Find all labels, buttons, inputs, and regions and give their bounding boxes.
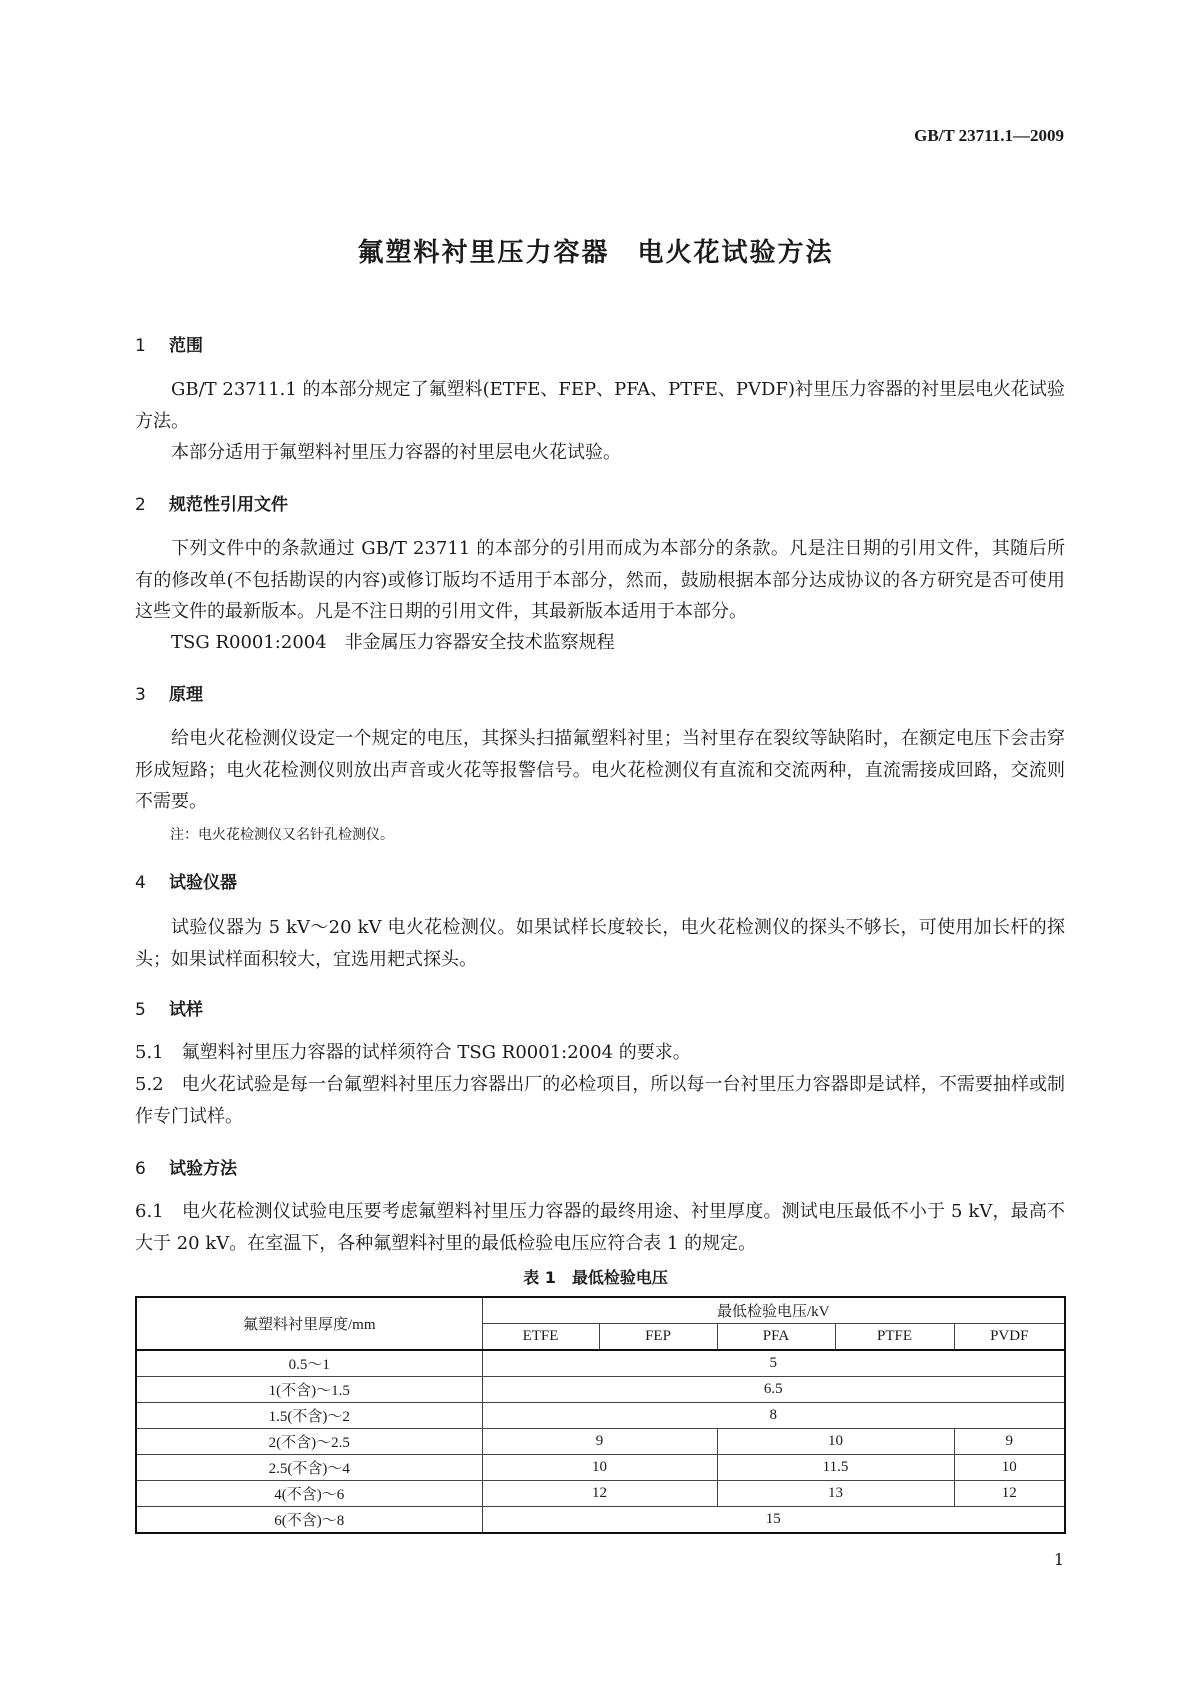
cell-thickness: 2.5(不含)～4: [136, 1455, 482, 1481]
table-row: [136, 1429, 1065, 1455]
table-row: [136, 1377, 1065, 1403]
paragraph: 本部分适用于氟塑料衬里压力容器的衬里层电火花试验。: [171, 442, 621, 463]
table-row: [136, 1455, 1065, 1481]
reference-item: TSG R0001:2004 非金属压力容器安全技术监察规程: [171, 632, 615, 653]
table-row: [136, 1350, 1065, 1377]
standard-code: GB/T 23711.1—2009: [914, 126, 1064, 145]
cell-voltage: 9: [954, 1429, 1065, 1455]
cell-voltage: 13: [717, 1481, 954, 1507]
section-heading-2: 2 规范性引用文件: [135, 495, 288, 515]
page-title: 氟塑料衬里压力容器 电火花试验方法: [357, 238, 834, 268]
clause-5-1: 5.1 氟塑料衬里压力容器的试样须符合 TSG R0001:2004 的要求。: [135, 1042, 691, 1063]
page-number: 1: [1053, 1550, 1064, 1569]
cell-voltage: 5: [482, 1350, 1065, 1377]
paragraph: 试验仪器为 5 kV～20 kV 电火花检测仪。如果试样长度较长，电火花检测仪的探头不够长，可使用加长杆的探头；如果试样面积较大，宜选用耙式探头。: [135, 917, 1065, 970]
cell-voltage: 8: [482, 1403, 1065, 1429]
paragraph: GB/T 23711.1 的本部分规定了氟塑料(ETFE、FEP、PFA、PTFE、PVDF)衬里压力容器的衬里层电火花试验方法。: [135, 379, 1065, 432]
note: 注：电火花检测仪又名针孔检测仪。: [170, 827, 394, 843]
cell-thickness: 1(不含)～1.5: [136, 1377, 482, 1403]
col-header-thickness: 氟塑料衬里厚度/mm: [136, 1297, 482, 1350]
clause-5-2: 5.2 电火花试验是每一台氟塑料衬里压力容器出厂的必检项目，所以每一台衬里压力容器即是试样，不需要抽样或制作专门试样。: [135, 1074, 1065, 1127]
cell-thickness: 4(不含)～6: [136, 1481, 482, 1507]
cell-voltage: 10: [482, 1455, 717, 1481]
cell-thickness: 0.5～1: [136, 1350, 482, 1377]
col-header-material: PVDF: [954, 1324, 1065, 1351]
cell-voltage: 6.5: [482, 1377, 1065, 1403]
group-header-voltage: 最低检验电压/kV: [482, 1297, 1065, 1324]
cell-voltage: 10: [954, 1455, 1065, 1481]
col-header-material: ETFE: [482, 1324, 599, 1351]
cell-voltage: 10: [717, 1429, 954, 1455]
table-row: [136, 1481, 1065, 1507]
cell-voltage: 12: [954, 1481, 1065, 1507]
section-heading-1: 1 范围: [135, 336, 203, 356]
cell-thickness: 6(不含)～8: [136, 1507, 482, 1534]
section-heading-3: 3 原理: [135, 685, 203, 705]
section-heading-4: 4 试验仪器: [135, 873, 237, 893]
col-header-material: PTFE: [835, 1324, 954, 1351]
cell-voltage: 12: [482, 1481, 717, 1507]
col-header-material: FEP: [599, 1324, 717, 1351]
table-caption: 表 1 最低检验电压: [523, 1268, 668, 1287]
cell-thickness: 1.5(不含)～2: [136, 1403, 482, 1429]
cell-voltage: 11.5: [717, 1455, 954, 1481]
section-heading-6: 6 试验方法: [135, 1159, 237, 1179]
section-heading-5: 5 试样: [135, 1000, 203, 1020]
cell-thickness: 2(不含)～2.5: [136, 1429, 482, 1455]
voltage-table: [135, 1296, 1066, 1534]
paragraph: 给电火花检测仪设定一个规定的电压，其探头扫描氟塑料衬里；当衬里存在裂纹等缺陷时，在额定电压下会击穿形成短路；电火花检测仪则放出声音或火花等报警信号。电火花检测仪有直流和交流两种，直流需接成回路，交流则不需要。: [135, 728, 1065, 812]
table-row: [136, 1403, 1065, 1429]
clause-6-1: 6.1 电火花检测仪试验电压要考虑氟塑料衬里压力容器的最终用途、衬里厚度。测试电压最低不小于 5 kV，最高不大于 20 kV。在室温下，各种氟塑料衬里的最低检验电压应符合表 1 的规定。: [135, 1201, 1065, 1254]
col-header-material: PFA: [717, 1324, 835, 1351]
cell-voltage: 15: [482, 1507, 1065, 1534]
cell-voltage: 9: [482, 1429, 717, 1455]
paragraph: 下列文件中的条款通过 GB/T 23711 的本部分的引用而成为本部分的条款。凡是注日期的引用文件，其随后所有的修改单(不包括勘误的内容)或修订版均不适用于本部分，然而，鼓励根据本部分达成协议的各方研究是否可使用这些文件的最新版本。凡是不注日期的引用文件，其最新版本适用于本部分。: [135, 538, 1065, 622]
table-row: [136, 1507, 1065, 1534]
